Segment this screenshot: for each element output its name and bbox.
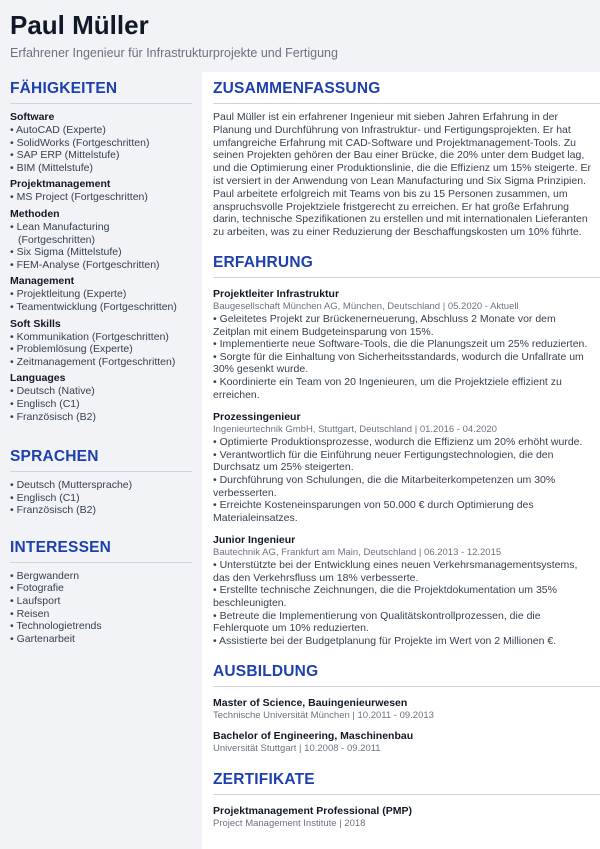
job-entry: [213, 534, 600, 647]
candidate-headline: Erfahrener Ingenieur für Infrastrukturprojekte und Fertigung: [10, 46, 338, 60]
job-entry: [213, 288, 600, 401]
job-bullet: • Erstellte technische Zeichnungen, die die Projektdokumentation um 35% beschleunigten.: [213, 584, 557, 610]
job-title: Junior Ingenieur: [213, 534, 296, 547]
skill-item: • Französisch (B2): [10, 410, 96, 423]
job-title: Prozessingenieur: [213, 411, 301, 424]
interest-item: • Laufsport: [10, 595, 61, 608]
skill-item: • AutoCAD (Experte): [10, 124, 106, 136]
job-bullet: • Durchführung von Schulungen, die die Mitarbeiterkompetenzen um 30% verbesserten.: [213, 473, 556, 499]
job-bullet: • Verantwortlich für die Einführung neuer Fertigungstechnologien, die den Durchsatz um 25% steigerten.: [213, 448, 554, 474]
certificate-title: Projektmanagement Professional (PMP): [213, 805, 412, 818]
certificates-heading: ZERTIFIKATE: [213, 771, 600, 795]
degree-meta: Universität Stuttgart | 10.2008 - 09.2011: [213, 743, 381, 755]
job-bullet: • Implementierte neue Software-Tools, die die Planungszeit um 25% reduzierten.: [213, 338, 588, 351]
languages-list: [10, 479, 192, 517]
languages-heading: SPRACHEN: [10, 448, 192, 472]
interest-item: • Gartenarbeit: [10, 632, 75, 645]
skill-item: • MS Project (Fortgeschritten): [10, 191, 148, 204]
skill-item: • Englisch (C1): [10, 397, 80, 410]
skill-group-label: Software: [10, 111, 55, 123]
interest-item: • Technologietrends: [10, 620, 102, 633]
job-bullet: • Koordinierte ein Team von 20 Ingenieuren, um die Projektziele effizient zu erreichen.: [213, 375, 562, 401]
language-item: • Deutsch (Muttersprache): [10, 479, 133, 492]
candidate-name: Paul Müller: [10, 10, 149, 40]
education-heading: AUSBILDUNG: [213, 663, 600, 687]
skill-item: • Projektleitung (Experte): [10, 288, 127, 301]
interest-item: • Bergwandern: [10, 569, 80, 582]
job-meta: Bautechnik AG, Frankfurt am Main, Deutschland | 06.2013 - 12.2015: [213, 547, 502, 559]
job-bullet: • Erreichte Kosteneinsparungen von 50.000 € durch Optimierung des Materialeinsatzes.: [213, 499, 534, 524]
skill-item: • SolidWorks (Fortgeschritten): [10, 136, 150, 149]
sidebar: [0, 72, 202, 849]
job-bullet: • Betreute die Implementierung von Qualitätskontrollprozessen, die die Fehlerquote um 10% reduzierten.: [213, 609, 541, 635]
skill-group-label: Soft Skills: [10, 317, 61, 330]
job-title: Projektleiter Infrastruktur: [213, 287, 340, 300]
skill-item: • Deutsch (Native): [10, 385, 95, 398]
degree-title: Bachelor of Engineering, Maschinenbau: [213, 730, 414, 743]
degree-meta: Technische Universität München | 10.2011 - 09.2013: [213, 710, 434, 722]
skill-item: • BIM (Mittelstufe): [10, 161, 94, 174]
job-bullet: • Assistierte bei der Budgetplanung für Projekte im Wert von 2 Millionen €.: [213, 634, 557, 647]
skill-group-label: Methoden: [10, 207, 60, 220]
language-item: • Englisch (C1): [10, 491, 80, 504]
skills-heading: FÄHIGKEITEN: [10, 80, 192, 104]
job-bullet: • Unterstützte bei der Entwicklung eines neuen Verkehrsmanagementsystems, das den Verkehrsfluss um 18% verbesserte.: [213, 559, 578, 584]
skill-item: • Lean Manufacturing: [10, 220, 110, 233]
education-entry: [213, 697, 600, 722]
skill-item: • FEM-Analyse (Fortgeschritten): [10, 258, 160, 271]
job-bullet: • Optimierte Produktionsprozesse, wodurch die Effizienz um 20% erhöht wurde.: [213, 436, 583, 449]
language-item: • Französisch (B2): [10, 504, 96, 517]
education-entry: [213, 730, 600, 755]
skill-item: (Fortgeschritten): [18, 233, 96, 246]
degree-title: Master of Science, Bauingenieurwesen: [213, 697, 408, 710]
interests-list: [10, 570, 192, 646]
job-meta: Ingenieurtechnik GmbH, Stuttgart, Deutschland | 01.2016 - 04.2020: [213, 424, 497, 436]
job-meta: Baugesellschaft München AG, München, Deutschland | 05.2020 - Aktuell: [213, 300, 519, 312]
skill-item: • Problemlösung (Experte): [10, 343, 133, 356]
interest-item: • Fotografie: [10, 582, 64, 595]
certificate-entry: [213, 805, 600, 830]
job-entry: [213, 411, 600, 524]
job-bullet: • Sorgte für die Einhaltung von Sicherheitsstandards, wodurch die Unfallrate um 30% gesenkt wurde.: [213, 350, 584, 376]
certificate-meta: Project Management Institute | 2018: [213, 818, 366, 830]
experience-heading: ERFAHRUNG: [213, 254, 600, 278]
skill-group-label: Management: [10, 275, 75, 288]
skill-group-label: Languages: [10, 372, 66, 385]
resume-header: [0, 0, 600, 72]
summary-text: Paul Müller ist ein erfahrener Ingenieur mit sieben Jahren Erfahrung in der Planung und Durchführung von Infrastruktur- und Fertigungsprojekten. Er hat umfangreiche Erfahrung mit CAD-Software und Projektmanagement-Tools. Zu seinen Projekten gehören der Bau einer Brücke, die 20% unter dem Budget lag, und die Optimierung einer Produktionslinie, die die Effizienz um 15% steigerte. Er ist versiert in der Anwendung von Lean Manufacturing und Six Sigma Prinzipien. Paul arbeitete erfolgreich mit Teams von bis zu 15 Personen zusammen, um anspruchsvolle Projektziele fristgerecht zu erreichen. Er hat große Erfahrung darin, technische Spezifikationen zu erstellen und mit internationalen Lieferanten zu arbeiten, was zu einer Reduzierung der Beschaffungskosten um 10% führte.: [213, 111, 592, 239]
interest-item: • Reisen: [10, 607, 50, 620]
skill-group-label: Projektmanagement: [10, 178, 111, 191]
skill-item: • Kommunikation (Fortgeschritten): [10, 330, 169, 343]
skill-item: • SAP ERP (Mittelstufe): [10, 149, 120, 162]
main-content: [202, 72, 600, 849]
summary-heading: ZUSAMMENFASSUNG: [213, 80, 600, 104]
skill-item: • Teamentwicklung (Fortgeschritten): [10, 300, 177, 313]
skills-list: [10, 111, 192, 423]
skill-item: • Zeitmanagement (Fortgeschritten): [10, 355, 176, 368]
skill-item: • Six Sigma (Mittelstufe): [10, 246, 122, 259]
interests-heading: INTERESSEN: [10, 539, 192, 563]
job-bullet: • Geleitetes Projekt zur Brückenerneuerung, Abschluss 2 Monate vor dem Zeitplan mit einem Budgeteinsparung von 15%.: [213, 312, 556, 338]
